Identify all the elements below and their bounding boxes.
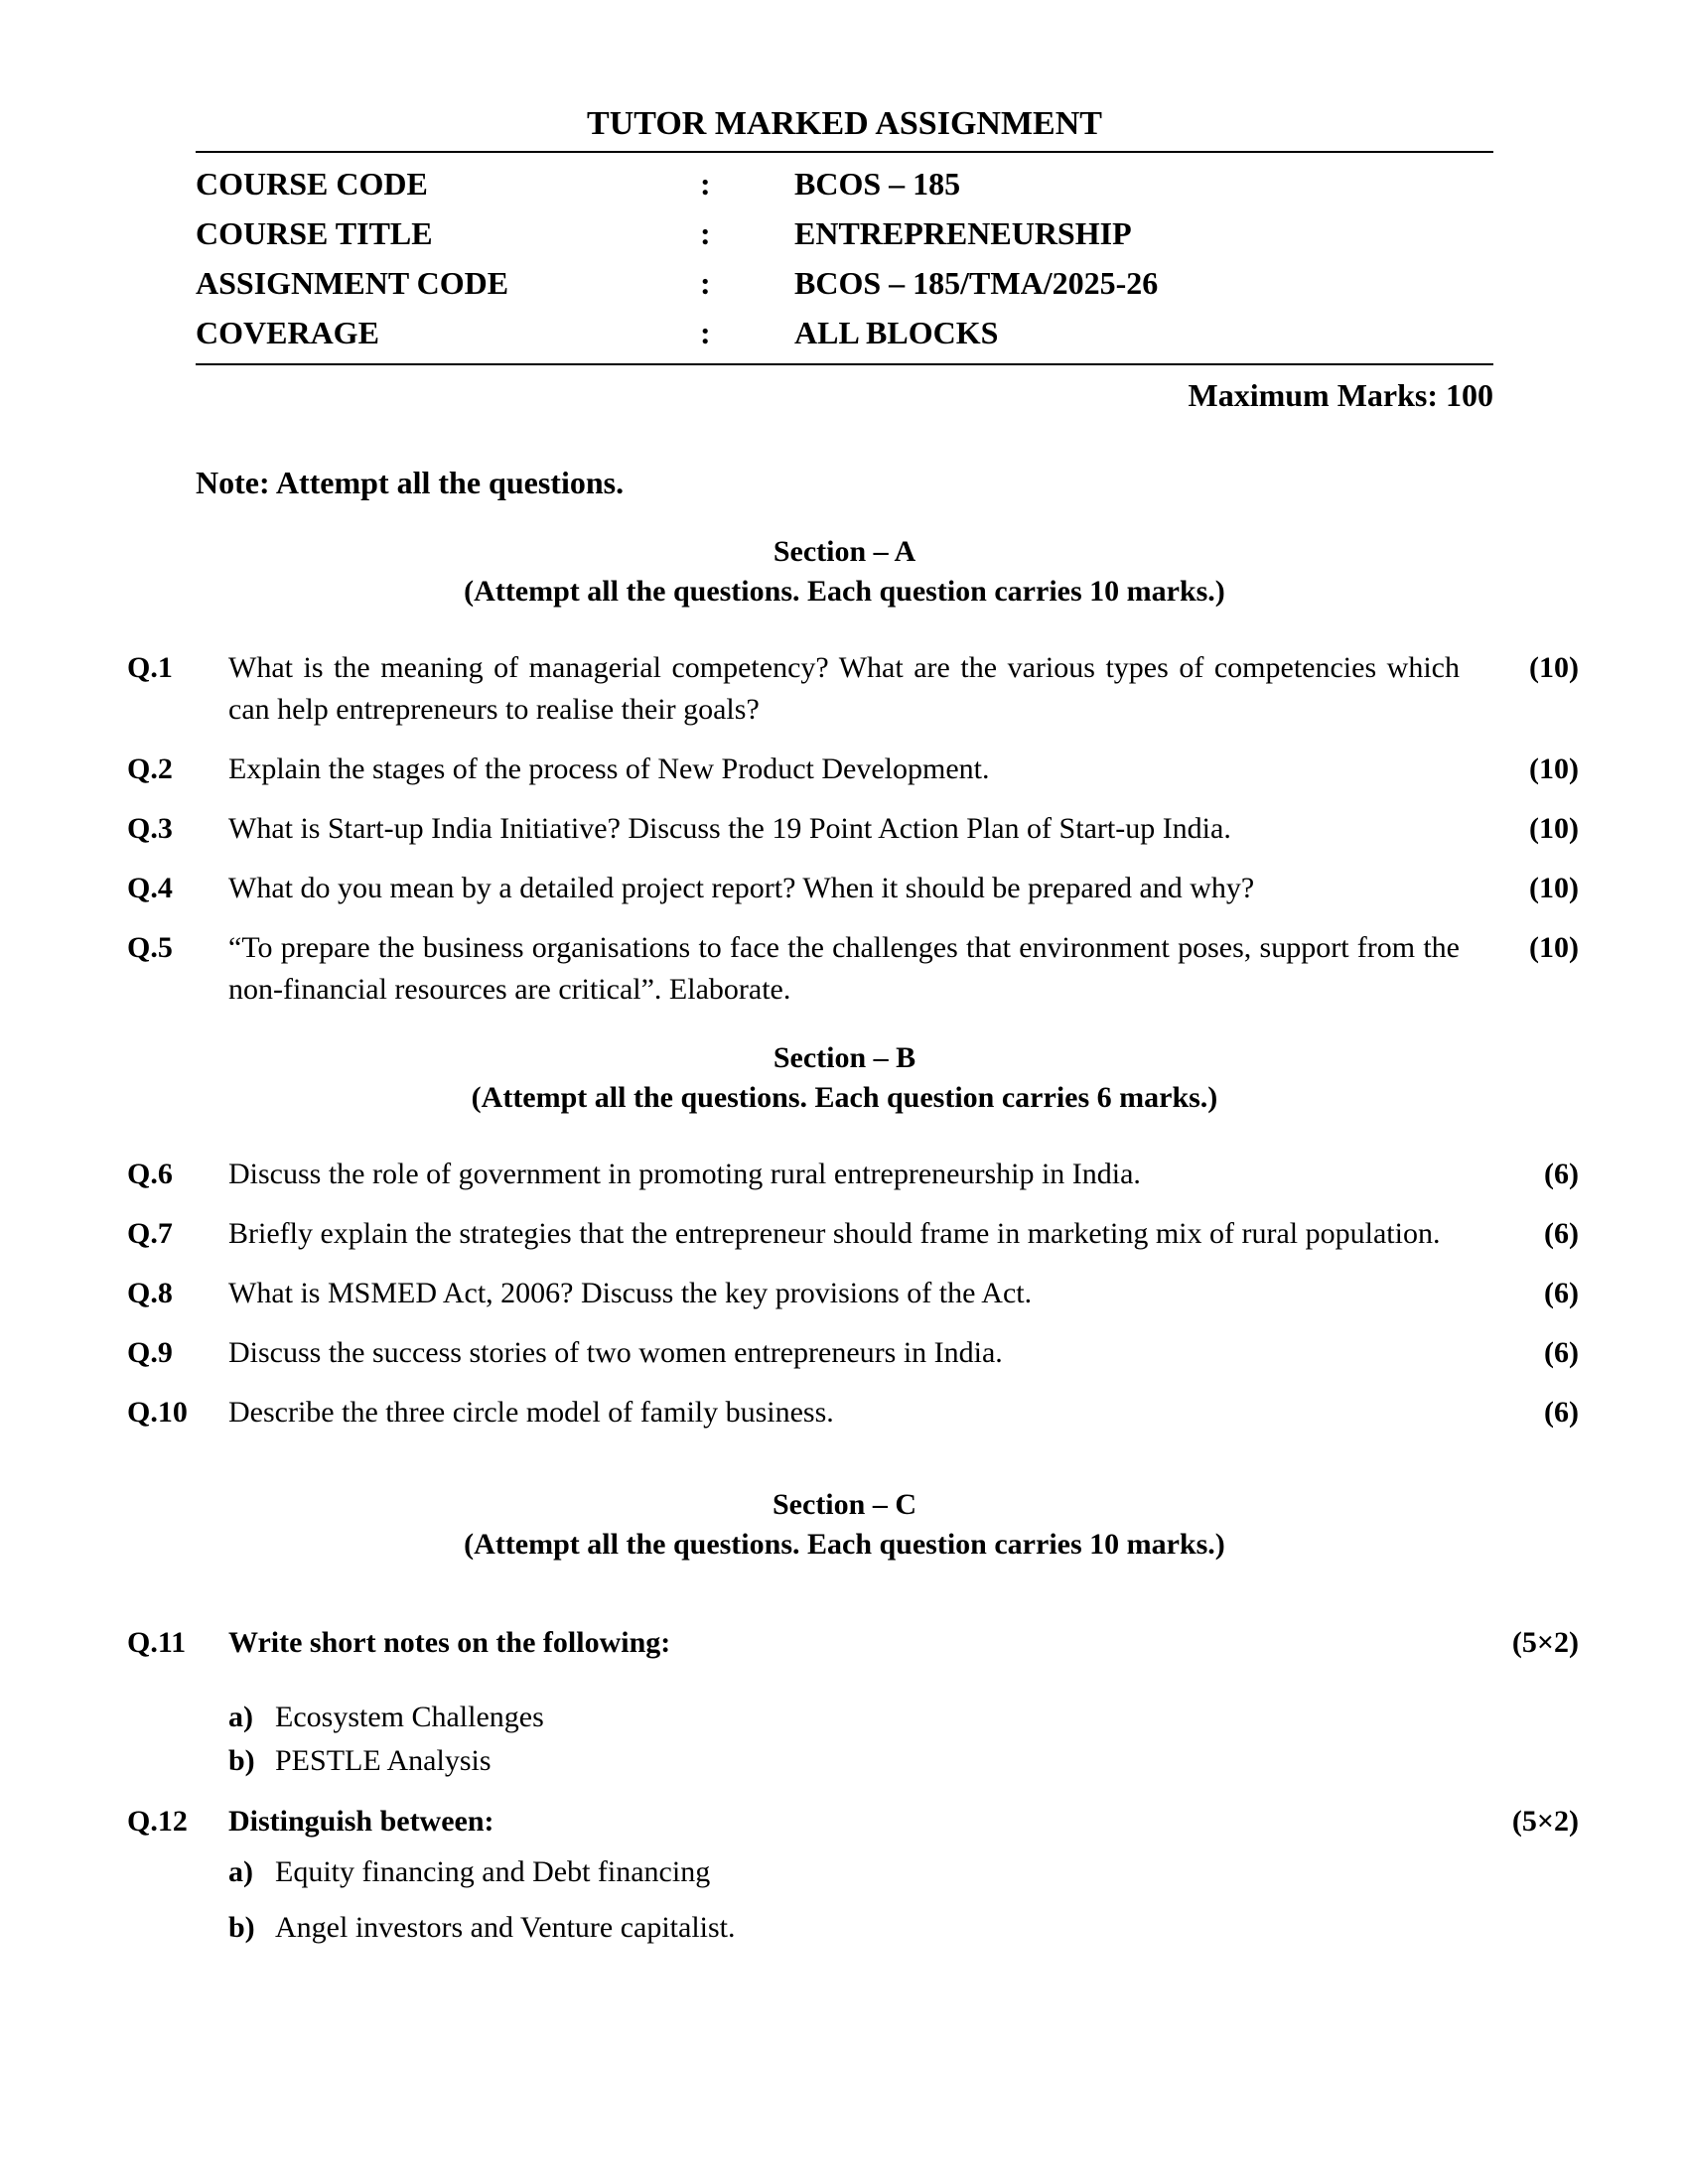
question-marks: (10) xyxy=(1529,872,1579,904)
question-marks: (5×2) xyxy=(1511,1805,1579,1838)
question-text: Discuss the success stories of two women entrepreneurs in India. xyxy=(228,1336,1003,1369)
coverage-label: COVERAGE xyxy=(196,315,379,350)
document-header xyxy=(196,103,1493,417)
question-row-q4 xyxy=(127,868,1579,909)
question-text: What is the meaning of managerial competency? What are the various types of competencies which can help entrepreneurs to realise their goals? xyxy=(228,651,1460,726)
page-title: TUTOR MARKED ASSIGNMENT xyxy=(587,105,1102,142)
question-marks: (10) xyxy=(1529,651,1579,684)
section-c-heading xyxy=(196,1485,1493,1565)
question-marks: (5×2) xyxy=(1511,1626,1579,1659)
subitem-b xyxy=(228,1906,1460,1950)
question-number: Q.10 xyxy=(127,1396,188,1429)
question-number: Q.7 xyxy=(127,1217,173,1250)
course-code-label: COURSE CODE xyxy=(196,166,428,202)
question-text: What do you mean by a detailed project report? When it should be prepared and why? xyxy=(228,872,1255,904)
coverage-colon: : xyxy=(700,315,711,350)
subitem-a xyxy=(228,1850,1460,1894)
course-title-value: ENTREPRENEURSHIP xyxy=(794,215,1132,251)
question-row-q8 xyxy=(127,1273,1579,1314)
note-text: Note: Attempt all the questions. xyxy=(196,465,625,500)
question-marks: (6) xyxy=(1544,1336,1579,1369)
question-number: Q.11 xyxy=(127,1626,187,1659)
section-a-heading xyxy=(196,532,1493,612)
section-b-heading xyxy=(196,1038,1493,1118)
subitem-label: a) xyxy=(228,1855,253,1888)
question-number: Q.8 xyxy=(127,1277,173,1309)
assignment-code-value: BCOS – 185/TMA/2025-26 xyxy=(794,265,1159,301)
question-row-q1 xyxy=(127,647,1579,731)
section-c-subheading: (Attempt all the questions. Each question carries 10 marks.) xyxy=(464,1528,1225,1561)
section-b-questions xyxy=(127,1154,1579,1433)
question-text: What is MSMED Act, 2006? Discuss the key provisions of the Act. xyxy=(228,1277,1033,1309)
subitem-text: Angel investors and Venture capitalist. xyxy=(275,1911,736,1944)
subitem-text: PESTLE Analysis xyxy=(275,1744,492,1777)
question-number: Q.1 xyxy=(127,651,173,684)
question-text: “To prepare the business organisations to face the challenges that environment poses, support from the non-financial resources are critical”. Elaborate. xyxy=(228,931,1460,1006)
question-text: Describe the three circle model of family business. xyxy=(228,1396,834,1429)
section-a-questions xyxy=(127,647,1579,1011)
question-number: Q.9 xyxy=(127,1336,173,1369)
header-rule-bottom xyxy=(196,363,1493,365)
coverage-row xyxy=(196,308,1493,357)
question-text: Write short notes on the following: xyxy=(228,1626,671,1659)
coverage-value: ALL BLOCKS xyxy=(794,315,999,350)
course-code-value: BCOS – 185 xyxy=(794,166,961,202)
max-marks: Maximum Marks: 100 xyxy=(1188,377,1493,413)
question-marks: (6) xyxy=(1544,1277,1579,1309)
assignment-code-colon: : xyxy=(700,265,711,301)
question-marks: (10) xyxy=(1529,931,1579,964)
course-code-colon: : xyxy=(700,166,711,202)
question-row-q11 xyxy=(127,1622,1579,1783)
subitem-a xyxy=(228,1696,1460,1739)
course-title-label: COURSE TITLE xyxy=(196,215,433,251)
question-marks: (6) xyxy=(1544,1158,1579,1190)
subitem-label: b) xyxy=(228,1911,255,1944)
question-number: Q.12 xyxy=(127,1805,188,1838)
section-b-subheading: (Attempt all the questions. Each question carries 6 marks.) xyxy=(471,1081,1218,1114)
course-title-colon: : xyxy=(700,215,711,251)
question-row-q9 xyxy=(127,1332,1579,1374)
question-number: Q.2 xyxy=(127,752,173,785)
question-marks: (10) xyxy=(1529,812,1579,845)
question-marks: (6) xyxy=(1544,1217,1579,1250)
subitem-text: Ecosystem Challenges xyxy=(275,1701,544,1733)
question-text: Distinguish between: xyxy=(228,1805,494,1838)
question-text: Discuss the role of government in promoting rural entrepreneurship in India. xyxy=(228,1158,1141,1190)
question-row-q10 xyxy=(127,1392,1579,1433)
question-row-q7 xyxy=(127,1213,1579,1255)
section-c-title: Section – C xyxy=(773,1488,916,1521)
question-marks: (10) xyxy=(1529,752,1579,785)
question-number: Q.5 xyxy=(127,931,173,964)
assignment-code-row xyxy=(196,258,1493,308)
section-c-questions xyxy=(127,1622,1579,1962)
course-info-table xyxy=(196,153,1493,357)
subitem-label: b) xyxy=(228,1744,255,1777)
section-b-title: Section – B xyxy=(773,1041,916,1074)
course-title-row xyxy=(196,208,1493,258)
question-text: What is Start-up India Initiative? Discuss the 19 Point Action Plan of Start-up India. xyxy=(228,812,1231,845)
question-number: Q.4 xyxy=(127,872,173,904)
question-row-q3 xyxy=(127,808,1579,850)
subitem-b xyxy=(228,1739,1460,1783)
question-text: Explain the stages of the process of New Product Development. xyxy=(228,752,990,785)
question-text: Briefly explain the strategies that the entrepreneur should frame in marketing mix of rural population. xyxy=(228,1217,1441,1250)
question-row-q2 xyxy=(127,749,1579,790)
question-marks: (6) xyxy=(1544,1396,1579,1429)
subitem-text: Equity financing and Debt financing xyxy=(275,1855,711,1888)
course-code-row xyxy=(196,159,1493,208)
question-row-q6 xyxy=(127,1154,1579,1195)
question-row-q12 xyxy=(127,1801,1579,1962)
question-row-q5 xyxy=(127,927,1579,1011)
assignment-code-label: ASSIGNMENT CODE xyxy=(196,265,509,301)
section-a-subheading: (Attempt all the questions. Each question carries 10 marks.) xyxy=(464,575,1225,608)
q12-subitems xyxy=(228,1850,1460,1950)
question-number: Q.3 xyxy=(127,812,173,845)
section-a-title: Section – A xyxy=(773,535,916,568)
q11-subitems xyxy=(228,1696,1460,1783)
question-number: Q.6 xyxy=(127,1158,173,1190)
subitem-label: a) xyxy=(228,1701,253,1733)
